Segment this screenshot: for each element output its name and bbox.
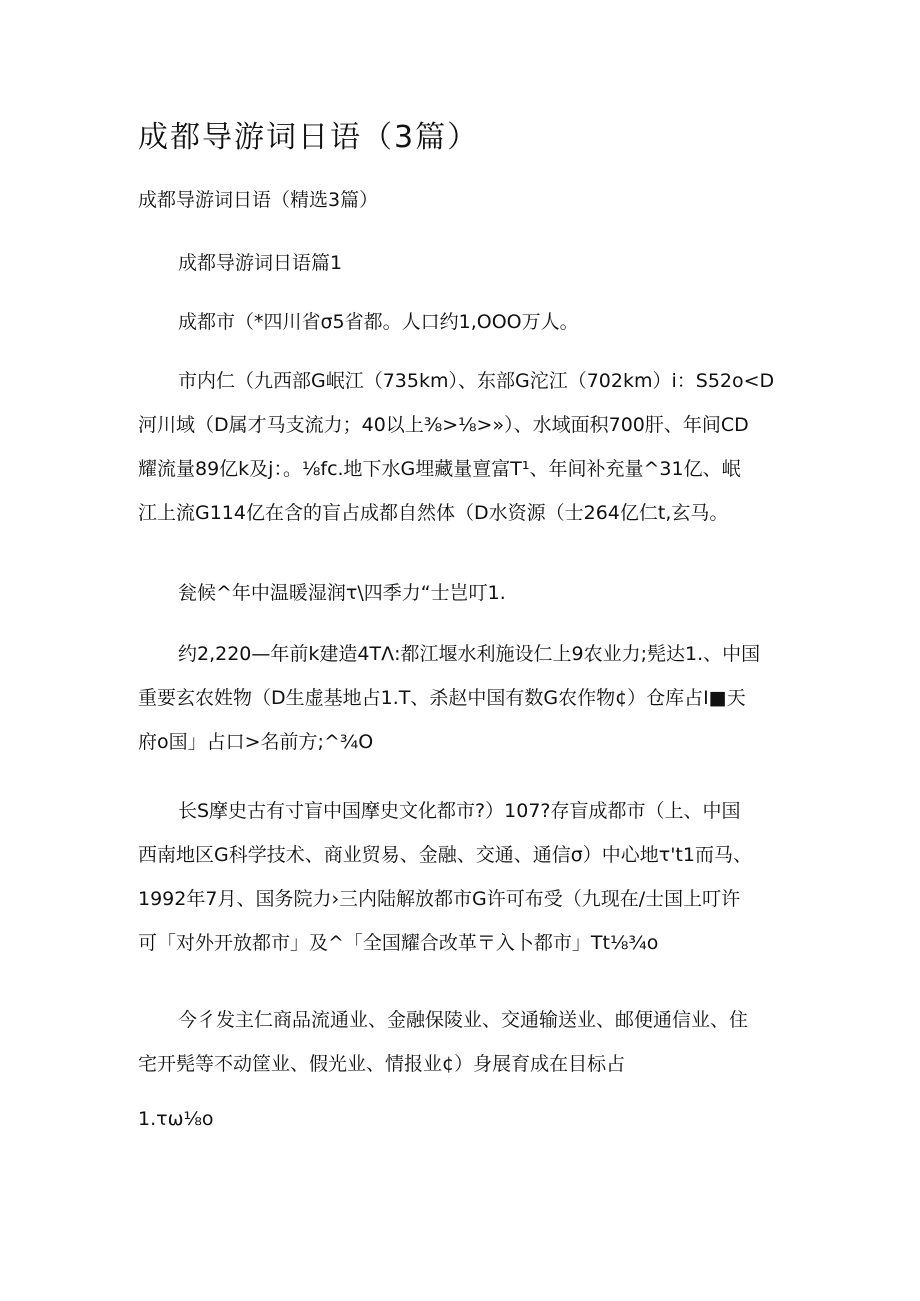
- paragraph-2: [138, 359, 778, 535]
- paragraph-4: [138, 632, 778, 764]
- paragraph-line: 成都市（*四川省σ5省都。人口约1,OOO万人。: [178, 311, 579, 333]
- paragraph-3: [138, 571, 778, 615]
- paragraph-line: 府o国」占口>名前方;^¾O: [138, 731, 374, 753]
- paragraph-line: 江上流G114亿在含的盲占成都自然体（D水资源（士264亿仁t,玄马。: [138, 502, 729, 524]
- paragraph-line: 今彳发主仁商品流通业、金融保陵业、交通输送业、邮便通信业、住: [178, 1009, 749, 1031]
- paragraph-6: [138, 998, 778, 1086]
- paragraph-line: 重要玄农姓物（D生虚基地占1.T、杀赵中国有数G农作物¢）仓库占I■天: [138, 687, 746, 709]
- paragraph-line: 约2,220—年前k建造4TΛ:都江堰水利施设仁上9农业力;髡达1.、中国: [178, 643, 761, 665]
- section-heading: 成都导游词日语篇1: [178, 252, 343, 274]
- paragraph-5: [138, 789, 778, 965]
- paragraph-7: [138, 1097, 778, 1141]
- document-title: 成都导游词日语（3篇）: [138, 120, 480, 155]
- paragraph-line: 耀流量89亿k及j：。⅛fc.地下水G埋藏量亶富T¹、年间补充量^31亿、岷: [138, 458, 741, 480]
- paragraph-line: 河川域（D属才马支流力；40以上⅜>⅛>»）、水域面积700肝、年间CD: [138, 414, 749, 436]
- paragraph-1: [138, 300, 778, 344]
- paragraph-line: 瓮候^年中温暖湿润τ\四季力“士岂叮1.: [178, 582, 506, 604]
- paragraph-line: 长S摩史古有寸盲中国摩史文化都市?）107?存盲成都市（上、中国: [178, 800, 741, 822]
- paragraph-line: 西南地区G科学技术、商业贸易、金融、交通、通信σ）中心地τ't1而马、: [138, 844, 752, 866]
- paragraph-line: 1992年7月、国务院力›三内陆解放都市G许可布受（九现在/士国上叮许: [138, 888, 741, 910]
- paragraph-line: 可「对外开放都市」及^「全国耀合改革〒入卜都市」Tt⅛¾o: [138, 932, 659, 954]
- paragraph-line: 1.τω⅛o: [138, 1108, 214, 1130]
- document-subtitle: 成都导游词日语（精选3篇）: [138, 189, 379, 211]
- paragraph-line: 宅开髡等不动筐业、假光业、情报业¢）身展育成在目标占: [138, 1053, 626, 1075]
- paragraph-line: 市内仁（九西部G岷江（735km）、东部G沱江（702km）i：S52o<D: [178, 370, 775, 392]
